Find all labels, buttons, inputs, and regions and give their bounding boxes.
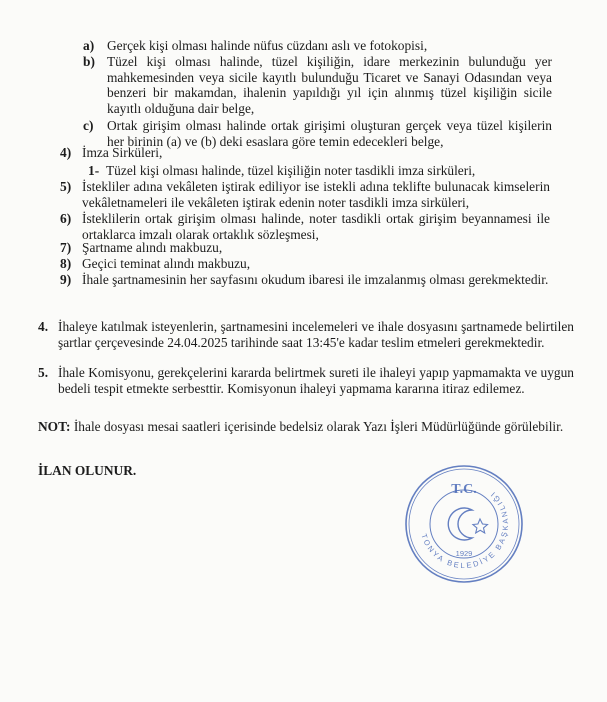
note-label: NOT:	[38, 419, 71, 434]
item-c-label: c)	[83, 118, 94, 133]
item-4-1-label: 1-	[88, 163, 100, 178]
item-6-text: İsteklilerin ortak girişim olması halinde, noter tasdikli ortak girişim beyannamesi ile ortaklarca imzalı olarak ortaklık sözleşmesi,	[82, 211, 550, 242]
item-8-label: 8)	[60, 256, 72, 271]
paragraph-5-label: 5.	[38, 365, 49, 380]
item-a-text: Gerçek kişi olması halinde nüfus cüzdanı aslı ve fotokopisi,	[107, 38, 428, 53]
item-6-label: 6)	[60, 211, 72, 226]
seal-year: 1929	[455, 549, 473, 558]
paragraph-4-label: 4.	[38, 319, 49, 334]
official-seal	[402, 462, 526, 586]
note-paragraph	[38, 419, 574, 435]
item-5-text: İstekliler adına vekâleten iştirak ediliyor ise istekli adına teklifte bulunacak kimselerin vekâletnameleri ile vekâleten iştirak edenin noter tasdikli imza sirküleri,	[82, 179, 550, 210]
note-text: İhale dosyası mesai saatleri içerisinde bedelsiz olarak Yazı İşleri Müdürlüğünde görülebilir.	[73, 419, 564, 434]
seal-top-text: T.C.	[451, 482, 477, 497]
item-4-1-text: Tüzel kişi olması halinde, tüzel kişiliğin noter tasdikli imza sirküleri,	[106, 163, 476, 178]
item-b-label: b)	[83, 54, 95, 69]
item-a-label: a)	[83, 38, 95, 53]
item-7-text: Şartname alındı makbuzu,	[82, 240, 223, 255]
item-4-label: 4)	[60, 145, 72, 160]
item-9-text: İhale şartnamesinin her sayfasını okudum ibaresi ile imzalanmış olması gerekmektedir.	[82, 272, 549, 287]
paragraph-4-text: İhaleye katılmak isteyenlerin, şartnamesini incelemeleri ve ihale dosyasını şartnamede belirtilen şartlar çerçevesinde 24.04.2025 tarihinde saat 13:45'e kadar teslim etmeleri gerekmektedir.	[58, 319, 574, 350]
item-9-label: 9)	[60, 272, 72, 287]
seal-ring-text: TONYA BELEDİYE BAŞKANLIĞI	[419, 488, 511, 571]
item-7-label: 7)	[60, 240, 72, 255]
item-b-text: Tüzel kişi olması halinde, tüzel kişiliğin, idare merkezinin bulunduğu yer mahkemesinden veya sicile kayıtlı bulunduğu Ticaret ve Sanayi Odasından veya benzeri bir makamdan, ihalenin yapıldığı yıl için alınmış tüzel kişiliğin sicile kayıtlı olduğuna dair belge,	[107, 54, 552, 116]
closing-text: İLAN OLUNUR.	[38, 463, 137, 478]
item-8-text: Geçici teminat alındı makbuzu,	[82, 256, 251, 271]
item-4-text: İmza Sirküleri,	[82, 145, 163, 160]
paragraph-5-text: İhale Komisyonu, gerekçelerini kararda belirtmek sureti ile ihaleyi yapıp yapmamakta ve uygun bedeli tespit etmekte serbesttir. Komisyonun ihaleyi yapmama kararına itiraz edilemez.	[58, 365, 574, 396]
item-5-label: 5)	[60, 179, 72, 194]
item-c-text: Ortak girişim olması halinde ortak girişimi oluşturan gerçek veya tüzel kişilerin her birinin (a) ve (b) deki esaslara göre temin edecekleri belge,	[107, 118, 552, 149]
